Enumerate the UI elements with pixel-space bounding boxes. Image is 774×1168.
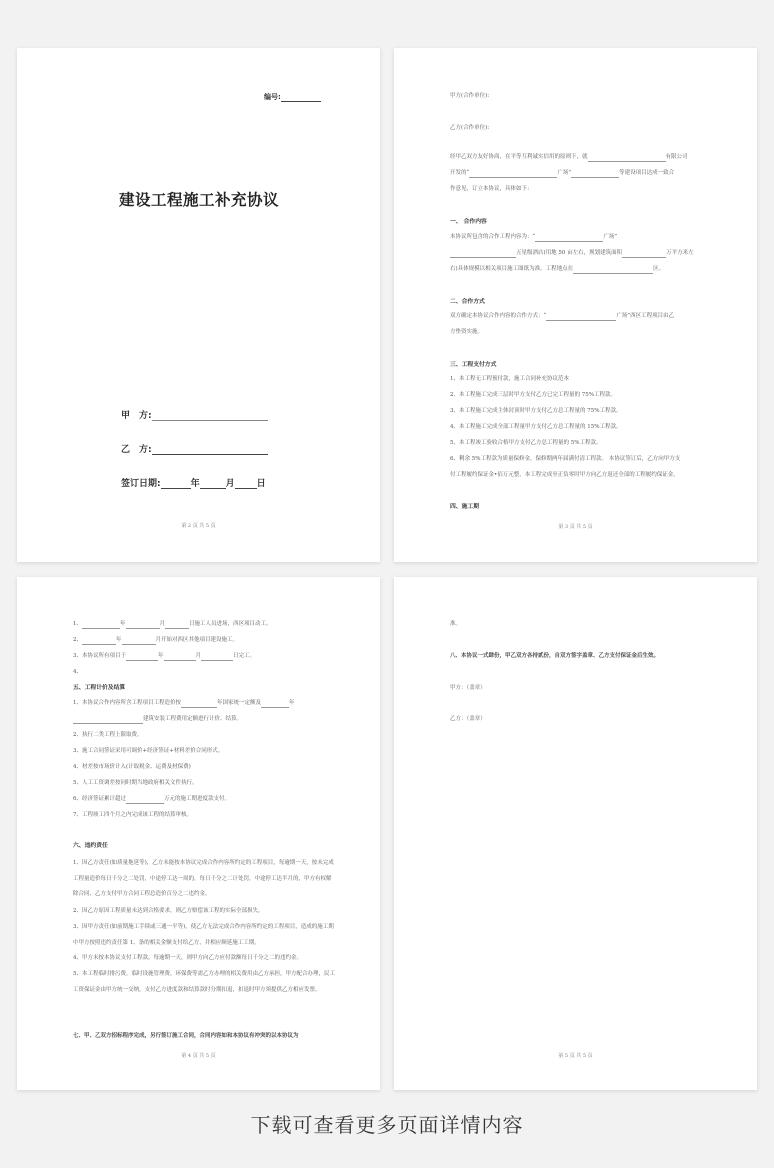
month-blank: [164, 654, 196, 661]
payment-item-6-line-2: 付工程履约保证金•佰万元整，本工程完成至正负零时甲方向乙方返还全部的工程履约保证金。: [450, 472, 679, 478]
section-heading-6: 六、违约责任: [73, 843, 108, 849]
party-b-blank: [152, 444, 268, 455]
plaza-blank: [546, 314, 616, 321]
liability-item-4: 4、甲方未按本协议支付工程款，每逾期一天，则甲方向乙方应付款额每日千分之二的违约金。: [73, 955, 303, 961]
sign-date-label: 签订日期:: [121, 479, 161, 489]
section-text: 广场”西区工程项目由乙: [616, 313, 675, 319]
day-blank: [235, 478, 257, 489]
pricing-line-6: [73, 796, 230, 804]
month-char: 月: [225, 479, 235, 489]
pricing-item: 3、施工合同签证采用可调价+经济签证+材料差价合同形式。: [73, 748, 224, 754]
day-char: 日: [256, 479, 266, 489]
schedule-text: 年: [158, 653, 164, 659]
party-b-line: 乙方(合作单位):: [450, 125, 490, 131]
pricing-text: 建筑安装工程费用定额进行计价、结算。: [143, 716, 243, 722]
page-number: 第 5 页 共 5 页: [558, 1053, 593, 1059]
page-number: 第 2 页 共 5 页: [181, 523, 216, 529]
schedule-text: 1、: [73, 621, 82, 627]
schedule-text: 3、本协议所有项目于: [73, 653, 126, 659]
intro-text: 广场”: [557, 170, 572, 176]
section-8-line: 八、本协议一式肆份，甲乙双方各持贰份，自双方签字盖章、乙方支付保证金后生效。: [450, 653, 660, 659]
section-2-line-2: 方垫资实施。: [450, 329, 484, 335]
schedule-text: 月开始对西区其他项目建设施工。: [155, 637, 239, 643]
quota-blank: [73, 717, 143, 724]
document-page-cover: [17, 48, 380, 562]
year-blank: [82, 638, 116, 645]
payment-item: 1、本工程无工程预付款，施工合同补充协议范本: [450, 376, 570, 382]
pricing-text: 年: [289, 700, 295, 706]
section-1-line-1: [450, 234, 617, 242]
document-title: 建设工程施工补充协议: [119, 191, 280, 209]
schedule-text: 2、: [73, 637, 82, 643]
project-blank: [571, 171, 619, 178]
page-number: 第 4 页 共 5 页: [181, 1053, 216, 1059]
continuation-line: 准。: [450, 621, 462, 627]
section-text: 双方确定本协议合作内容的合作方式：“: [450, 313, 547, 319]
schedule-line-3: [73, 653, 255, 661]
serial-number-row: [264, 92, 321, 102]
pricing-item: 5、人工工资调差按同时期当地政府相关文件执行。: [73, 780, 198, 786]
party-a-label: 甲 方:: [121, 411, 152, 421]
month-blank: [200, 478, 226, 489]
year-char: 年: [190, 479, 200, 489]
area-blank: [622, 251, 666, 258]
intro-text: 等建设项目达成一致合: [619, 170, 675, 176]
liability-item-5: 5、本工程临时排污费，临时设施管理费，环保费等需乙方办理的相关费用由乙方承担，甲方配合办理，民工工资保证金由甲方统一交纳，支付乙方进度款和结算款时分期扣退，扣退时甲方须提供乙方相应发票。: [73, 971, 336, 993]
document-page-4: [17, 577, 380, 1090]
schedule-line-4: 4、: [73, 669, 82, 675]
hotel-blank: [450, 251, 516, 258]
payment-item: 2、本工程施工完成三层时甲方支付乙方已完工程量的 75%工程款。: [450, 392, 616, 398]
download-caption: 下载可查看更多页面详情内容: [250, 1113, 524, 1137]
section-heading-3: 三、工程支付方式: [450, 362, 497, 368]
intro-line-1: [450, 154, 688, 162]
month-blank: [126, 622, 160, 629]
schedule-text: 年: [116, 637, 122, 643]
party-a-row: [121, 408, 268, 421]
pricing-text: 万元的施工期进度款支付。: [164, 796, 231, 802]
day-blank: [165, 622, 189, 629]
section-text: 广场”: [603, 234, 618, 240]
intro-line-3: 作意见，订立本协议，具体如下：: [450, 186, 533, 192]
pricing-text: 1、本协议合作内容所含工程项目工程造价按: [73, 700, 182, 706]
page-number: 第 3 页 共 5 页: [558, 524, 593, 530]
pricing-item: 7、工程竣工四个月之内完成该工程的结算审核。: [73, 812, 193, 818]
section-text: 五星级酒店(用地 50 亩左右，规划建筑面积: [516, 250, 623, 256]
payment-item: 5、本工程竣工验收合格甲方支付乙方总工程量的 5%工程款。: [450, 440, 602, 446]
party-a-blank: [152, 410, 268, 421]
section-text: 区。: [653, 266, 665, 272]
liability-item-1: 1、因乙方责任(如质量拖延等)，乙方未能按本协议完成合作内容所约定的工程项目，每逾期一天，按未完成工程量造价每日千分之二处罚，中途停工达一周的，每日千分之二计处罚，中途停工达半月的，甲方有权解除合同，乙方支付甲方合同工程总造价百分之二违约金。: [73, 860, 334, 897]
section-heading-4: 四、施工期: [450, 504, 479, 510]
serial-blank: [281, 94, 321, 102]
section-text: 本协议所包含的合作工程内容为：“: [450, 234, 536, 240]
party-a-line: 甲方(合作单位):: [450, 93, 490, 99]
party-b-label: 乙 方:: [121, 445, 152, 455]
pricing-line-1: [73, 700, 295, 708]
schedule-text: 月: [195, 653, 202, 659]
liability-item-2: 2、因乙方原因工程质量未达到合格要求，则乙方赔偿该工程的实际全部损失。: [73, 908, 264, 914]
pricing-text: 年国家统一定额及: [217, 700, 262, 706]
section-text: 右)具体规模以相关项目施工图纸为准。工程地点在: [450, 266, 574, 272]
section-heading-1: 一、 合作内容: [450, 219, 487, 225]
payment-item: 3、本工程施工完成主体封顶时甲方支付乙方总工程量的 75%工程款。: [450, 408, 622, 414]
schedule-text: 月: [159, 621, 166, 627]
year-blank: [161, 478, 191, 489]
company-blank: [588, 155, 666, 162]
section-1-line-3: [450, 266, 664, 274]
pricing-item: 4、材差按市场价计入(计取税金、运费及材保费): [73, 764, 191, 770]
section-heading-2: 二、合作方式: [450, 299, 485, 305]
schedule-text: 日施工人员进场，西区项目动工。: [189, 621, 272, 627]
section-2-line-1: [450, 313, 674, 321]
liability-item-3: 3、因甲方责任(如前期施工手续或三通一平等)，使乙方无法完成合作内容所约定的工程项目，造成的施工期中甲方按照违约责任第 1、条的相关金额支付给乙方，并相应顺延施工工期。: [73, 924, 334, 946]
pricing-line-1b: [73, 716, 242, 724]
schedule-text: 日完工。: [233, 653, 256, 659]
schedule-text: 年: [120, 621, 126, 627]
schedule-line-2: [73, 637, 238, 645]
schedule-line-1: [73, 621, 272, 629]
intro-line-2: [450, 170, 674, 178]
pricing-text: 6、经济签证累计超过: [73, 796, 126, 802]
intro-text: 开发的“: [450, 170, 470, 176]
location-blank: [573, 267, 653, 274]
section-text: 万平方米左: [666, 250, 694, 256]
section-1-line-2: [450, 250, 694, 258]
party-b-seal-line: 乙方：（盖章）: [450, 716, 486, 722]
serial-label: 编号:: [264, 93, 281, 101]
month-blank: [122, 638, 156, 645]
plaza-blank: [535, 235, 603, 242]
section-heading-5: 五、工程计价及结算: [73, 685, 126, 691]
payment-item-6-line-1: 6、剩余 5%工程款为质量保修金，保修期两年届满付清工程款。 本协议签订后，乙方向甲方支: [450, 456, 681, 462]
year-blank: [126, 654, 158, 661]
intro-text: 有限公司: [665, 154, 688, 160]
amount-blank: [126, 797, 164, 804]
party-b-row: [121, 442, 268, 455]
year-blank: [181, 701, 217, 708]
plaza-blank: [469, 171, 557, 178]
section-7-line: 七、甲、乙双方招标程序完成，另行签订施工合同，合同内容如和本协议有冲突的以本协议为: [73, 1033, 299, 1039]
year-blank: [82, 622, 120, 629]
year-blank: [261, 701, 289, 708]
document-page-5: [394, 577, 757, 1090]
payment-item: 4、本工程施工完成全部工程量甲方支付乙方总工程量的 15%工程款。: [450, 424, 622, 430]
intro-text: 经甲乙双方友好协商，在平等互利诚实信用的原则下，就: [450, 154, 588, 160]
document-page-3: [394, 48, 757, 562]
pricing-item: 2、执行二类工程上限取费。: [73, 732, 143, 738]
party-a-seal-line: 甲方：（盖章）: [450, 685, 486, 691]
day-blank: [201, 654, 233, 661]
sign-date-row: [121, 476, 266, 489]
